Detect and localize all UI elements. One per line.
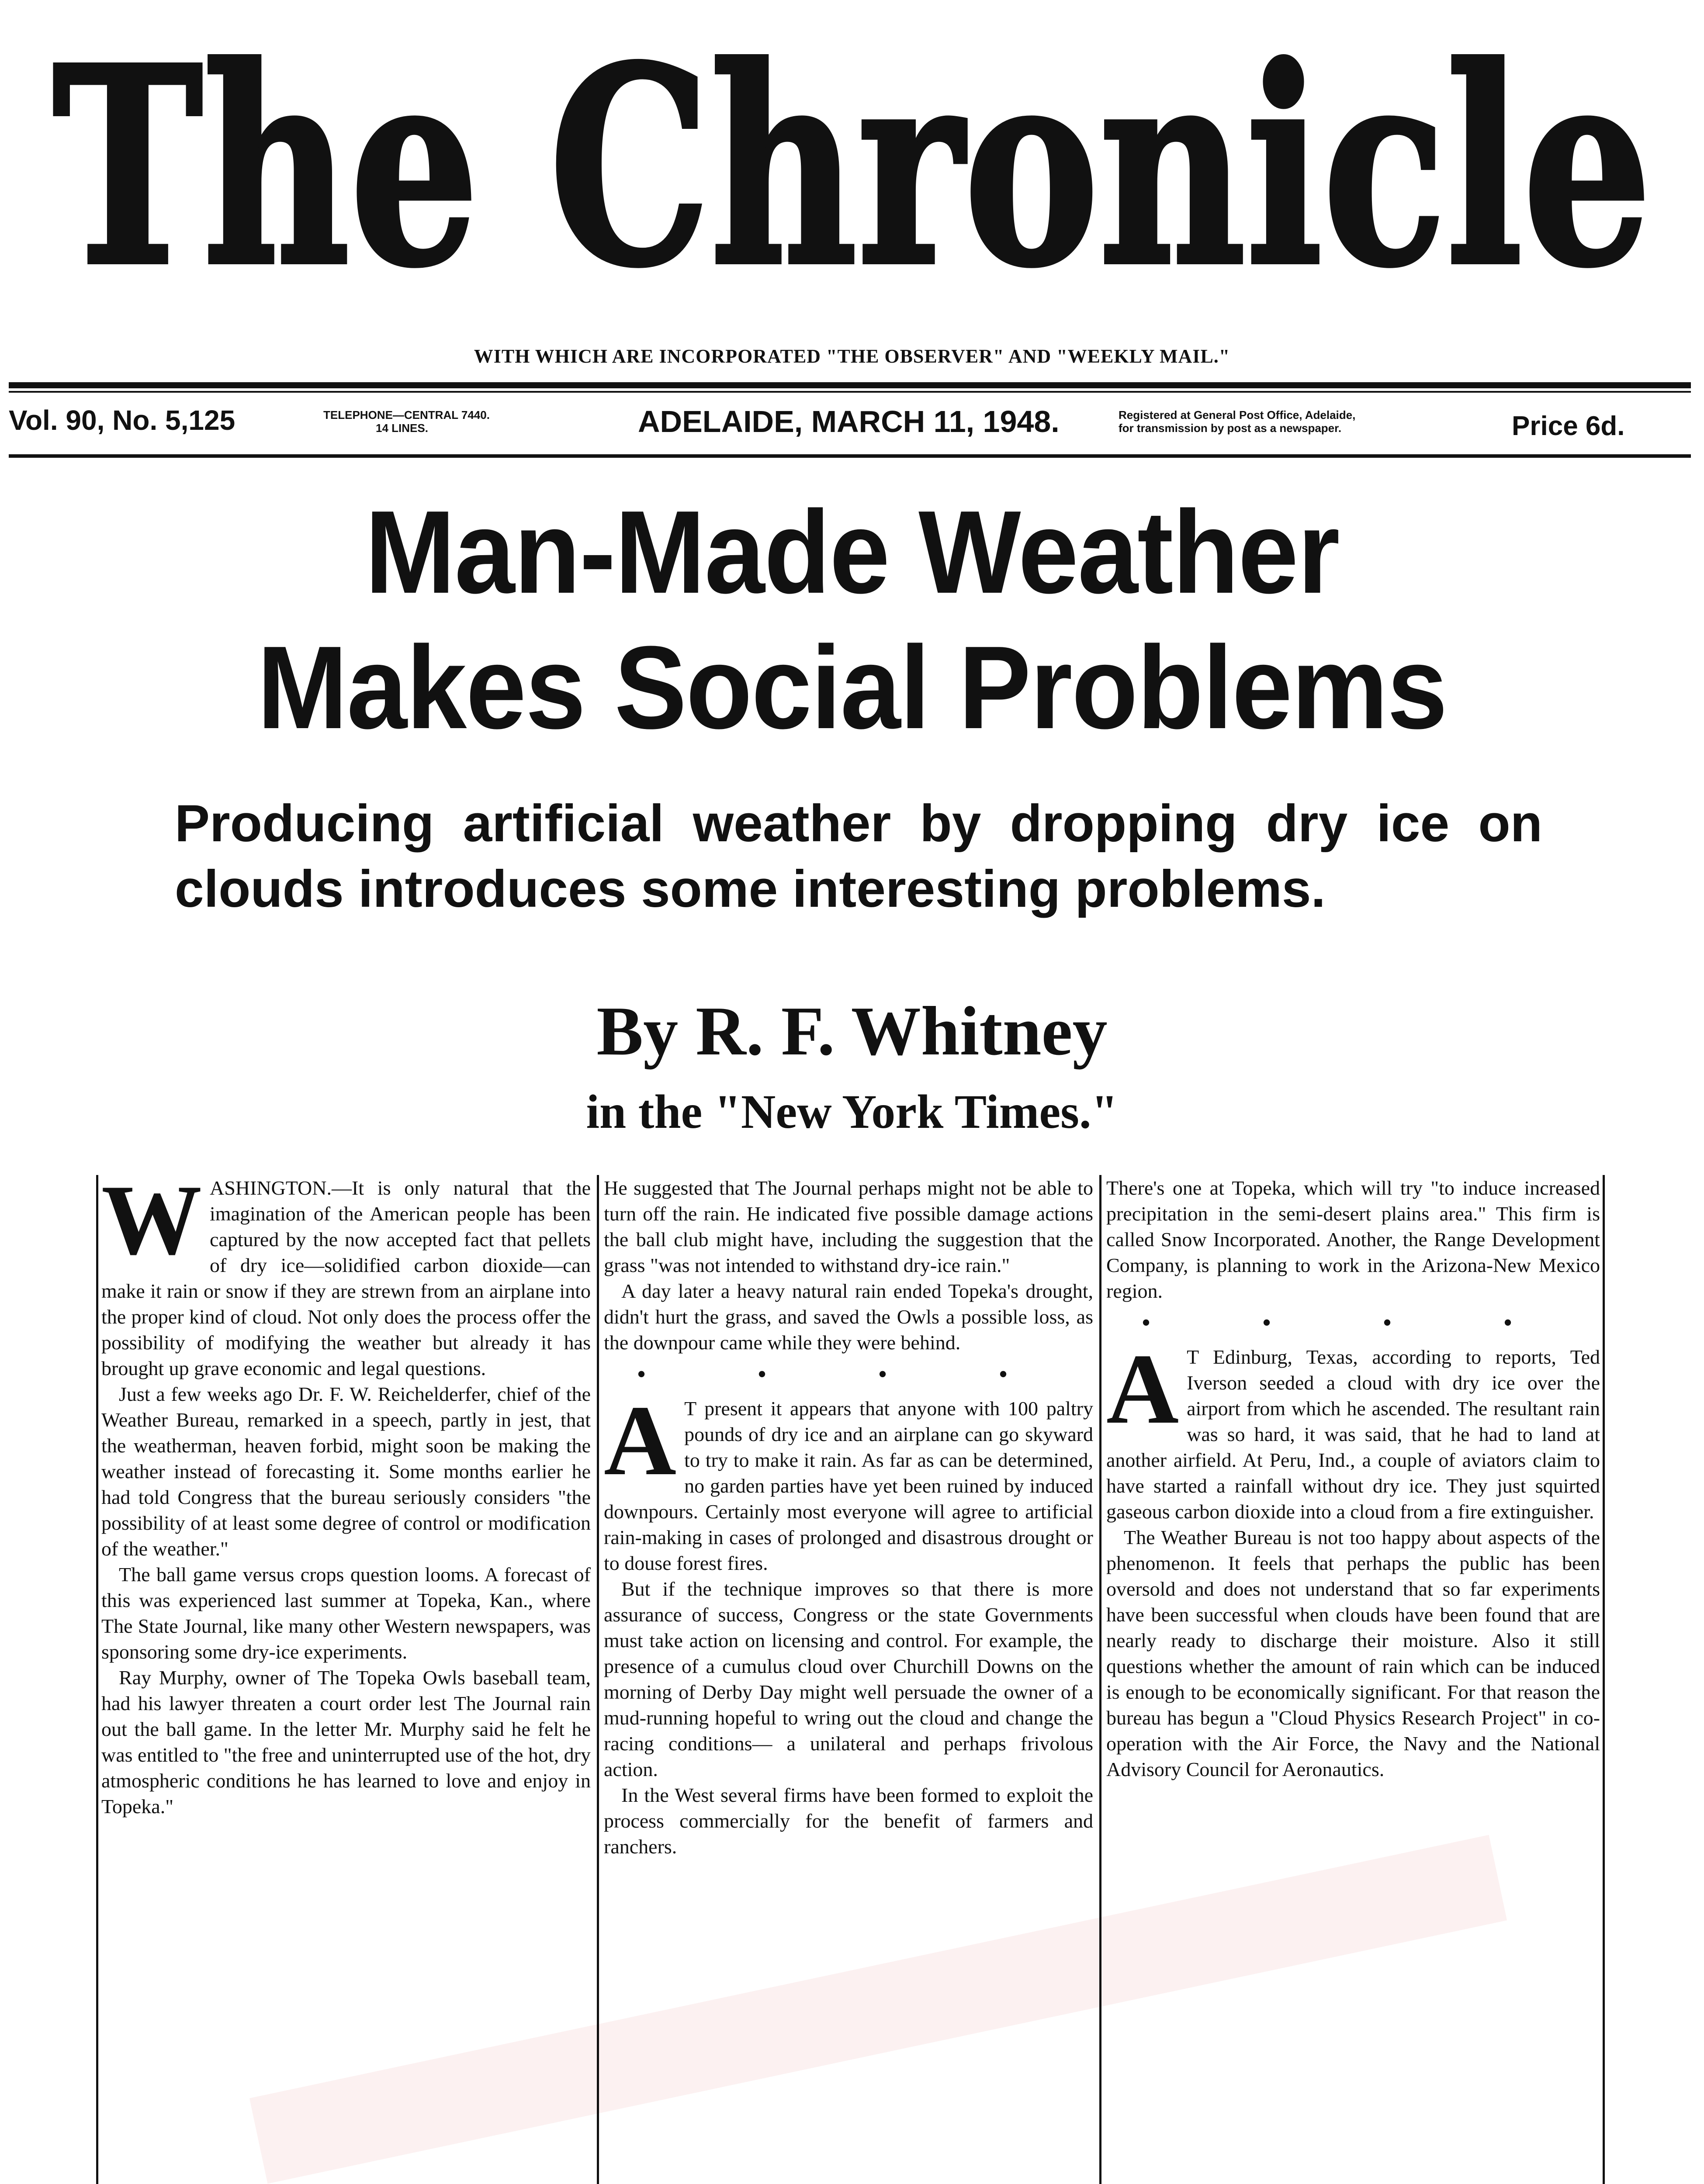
column-rule (1099, 1175, 1101, 2184)
headline (68, 485, 1636, 756)
section-dots: • • • • (637, 1360, 1060, 1389)
rule-bottom (9, 454, 1691, 458)
dateline: ADELAIDE, MARCH 11, 1948. (638, 404, 1060, 439)
subheading: Producing artificial weather by dropping dry ice on clouds introduces some interesting problems. (175, 794, 1542, 918)
telephone-line-2: 14 LINES. (376, 422, 428, 435)
paragraph: T Edinburg, Texas, according to reports, Ted Iverson seeded a cloud with dry ice over the airport from which he ascended. The resultant rain was so hard, it was said, that he had to land at another airfield. At Peru, Ind., a couple of aviators claim to have started a rainfall without dry ice. They just squirted gaseous carbon dioxide into a cloud from a fire extinguisher. (1106, 1346, 1600, 1523)
paragraph: In the West several firms have been formed to exploit the process commercially for the benefit of farmers and ranchers. (604, 1784, 1093, 1858)
masthead-svg (44, 17, 1660, 341)
registered-info (1119, 408, 1355, 435)
article-column-3 (1106, 1175, 1600, 2184)
headline-line-2: Makes Social Problems (257, 622, 1447, 753)
paragraph: He suggested that The Journal perhaps might not be able to turn off the rain. He indicated five possible damage actions the ball club might have, including the suggestion that the grass "was not intended to withstand dry-ice rain." (604, 1177, 1093, 1276)
paragraph: But if the technique improves so that there is more assurance of success, Congress or the state Governments must take action on licensing and control. For example, the presence of a cumulus cloud over Churchill Downs on the morning of Derby Day might well persuade the owner of a mud-running hopeful to wring out the cloud and change the racing conditions— a unilateral and perhaps frivolous action. (604, 1578, 1093, 1780)
paragraph: The ball game versus crops question looms. A forecast of this was experienced last summer at Topeka, Kan., where The State Journal, like many other Western newspapers, was sponsoring some dry-ice experiments. (101, 1563, 591, 1663)
drop-cap: A (1106, 1333, 1179, 1444)
registered-line-2: for transmission by post as a newspaper. (1119, 422, 1342, 435)
headline-line-1: Man-Made Weather (365, 487, 1339, 618)
column-rule (1603, 1175, 1605, 2184)
article-column-2 (604, 1175, 1093, 2184)
paragraph: Ray Murphy, owner of The Topeka Owls baseball team, had his lawyer threaten a court order lest The Journal rain out the ball game. In the letter Mr. Murphy said he felt he was entitled to "the free and uninterrupted use of the hot, dry atmospheric conditions he has learned to love and enjoy in Topeka." (101, 1666, 591, 1818)
rule-top (9, 382, 1691, 388)
paragraph: T present it appears that anyone with 100 paltry pounds of dry ice and an airplane can go skyward to try to make it rain. As far as can be determined, no garden parties have yet been ruined by induced downpours. Certainly most everyone will agree to artificial rain-making in cases of prolonged and disastrous drought or to douse forest fires. (604, 1397, 1093, 1574)
masthead-title (44, 17, 1660, 341)
telephone-line-1: TELEPHONE—CENTRAL 7440. (323, 408, 490, 422)
telephone-info (323, 408, 490, 435)
column-rule (597, 1175, 599, 2184)
rule-top-thin (9, 391, 1691, 393)
masthead-text: The Chronicle (52, 17, 1652, 326)
paragraph: Just a few weeks ago Dr. F. W. Reichelderfer, chief of the Weather Bureau, remarked in a speech, partly in jest, that the weatherman, heaven forbid, might soon be making the weather instead of forecasting it. Some months earlier he had told Congress that the bureau seriously considers "the possibility of at least some degree of control or modification of the weather." (101, 1383, 591, 1560)
price: Price 6d. (1512, 411, 1625, 441)
article-column-1 (101, 1175, 591, 2184)
registered-line-1: Registered at General Post Office, Adelaide, (1119, 408, 1356, 422)
paragraph: A day later a heavy natural rain ended Topeka's drought, didn't hurt the grass, and saved the Owls a possible loss, as the downpour came while they were behind. (604, 1280, 1093, 1354)
drop-cap: W (101, 1175, 202, 1275)
drop-cap: A (604, 1385, 677, 1496)
paragraph: ASHINGTON.—It is only natural that the imagination of the American people has been captured by the now accepted fact that pellets of dry ice—solidified carbon dioxide—can make it rain or snow if they are strewn from an airplane into the proper kind of cloud. Not only does the process offer the possibility of modifying the weather but already it has brought up grave economic and legal questions. (101, 1177, 591, 1379)
section-dots: • • • • (1141, 1308, 1565, 1337)
byline-source: in the "New York Times." (586, 1085, 1118, 1138)
masthead-incorporated: WITH WHICH ARE INCORPORATED "THE OBSERVER" AND "WEEKLY MAIL." (474, 346, 1230, 367)
byline: By R. F. Whitney (596, 992, 1108, 1070)
volume-number: Vol. 90, No. 5,125 (9, 404, 236, 436)
paragraph: There's one at Topeka, which will try "to induce increased precipitation in the semi-desert plains area." This firm is called Snow Incorporated. Another, the Range Development Company, is planning to work in the Arizona-New Mexico region. (1106, 1177, 1600, 1302)
paragraph: The Weather Bureau is not too happy about aspects of the phenomenon. It feels that perhaps the public has been oversold and does not understand that so far experiments have been successful when clouds have been found that are nearly ready to discharge their moisture. Also it still questions whether the amount of rain which can be induced is enough to be economically significant. For that reason the bureau has begun a "Cloud Physics Research Project" in co-operation with the Air Force, the Navy and the National Advisory Council for Aeronautics. (1106, 1526, 1600, 1780)
column-rule (96, 1175, 98, 2184)
